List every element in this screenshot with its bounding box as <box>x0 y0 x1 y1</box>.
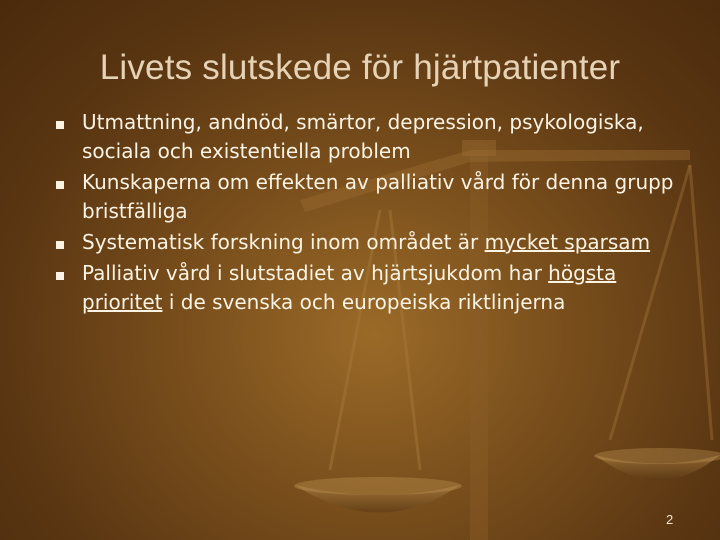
bullet-text <box>82 108 692 166</box>
slide-title: Livets slutskede för hjärtpatienter <box>99 48 621 87</box>
square-bullet-icon <box>56 241 64 249</box>
bullet-item <box>52 108 692 166</box>
bullet-segment: Palliativ vård i slutstadiet av hjärtsjukdom har <box>82 261 549 285</box>
page-number: 2 <box>666 512 674 527</box>
underlined-emphasis: högsta prioritet <box>82 261 617 314</box>
square-bullet-icon <box>56 181 64 189</box>
square-bullet-icon <box>56 121 64 129</box>
bullet-segment: i de svenska och europeiska riktlinjerna <box>162 290 566 314</box>
bullet-text <box>82 259 692 317</box>
square-bullet-icon <box>56 272 64 280</box>
underlined-emphasis: mycket sparsam <box>484 230 651 254</box>
bullet-text <box>82 228 692 257</box>
bullet-list <box>52 108 692 319</box>
bullet-text <box>82 168 692 226</box>
bullet-segment: Utmattning, andnöd, smärtor, depression, psykologiska, sociala och existentiella problem <box>82 110 644 163</box>
bullet-item <box>52 228 692 257</box>
bullet-segment: Kunskaperna om effekten av palliativ vård för denna grupp bristfälliga <box>82 170 674 223</box>
bullet-item <box>52 168 692 226</box>
bullet-item <box>52 259 692 317</box>
bullet-segment: Systematisk forskning inom området är <box>82 230 485 254</box>
